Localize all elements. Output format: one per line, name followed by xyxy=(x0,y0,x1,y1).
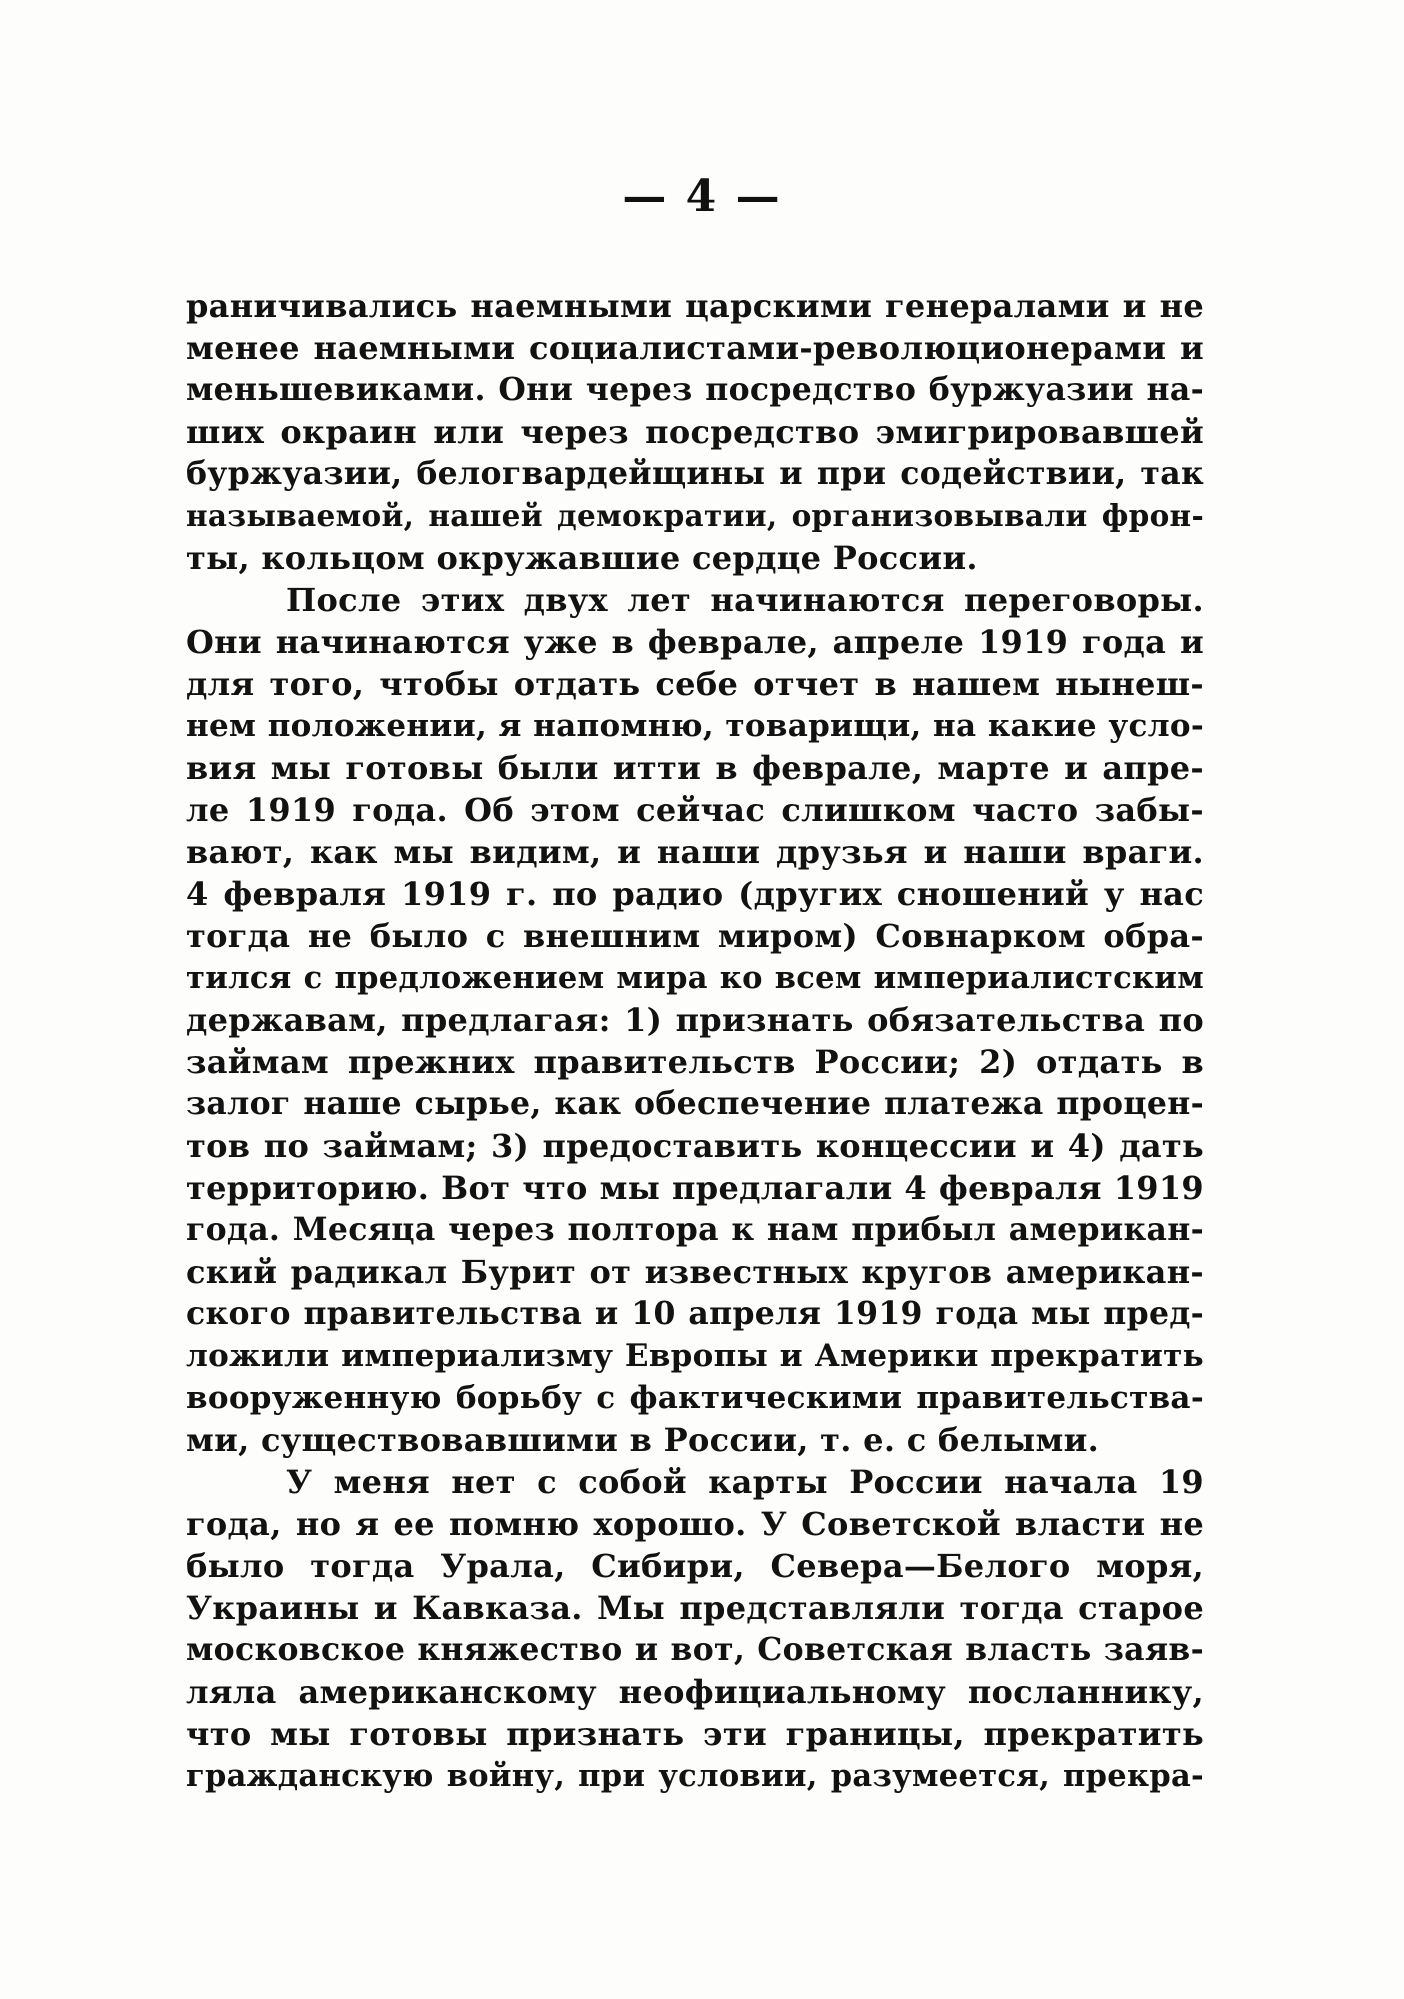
text-line: У меня нет с собой карты России начала 19 xyxy=(286,1463,1204,1501)
text-line: ми, существовавшими в России, т. е. с белыми. xyxy=(186,1421,1100,1459)
text-line: раничивались наемными царскими генералами и не xyxy=(186,287,1204,325)
text-line: ляла американскому неофициальному посланнику, xyxy=(186,1673,1204,1711)
text-line: года, но я ее помню хорошо. У Советской власти не xyxy=(186,1505,1204,1543)
text-line: для того, чтобы отдать себе отчет в нашем нынеш- xyxy=(186,665,1204,703)
text-line: года. Месяца через полтора к нам прибыл американ- xyxy=(186,1211,1204,1248)
text-line: ского правительства и 10 апреля 1919 года мы пред- xyxy=(186,1295,1204,1332)
text-line: называемой, нашей демократии, организовывали фрон- xyxy=(186,498,1204,533)
text-line: займам прежних правительств России; 2) отдать в xyxy=(186,1043,1204,1081)
text-line: было тогда Урала, Сибири, Севера—Белого моря, xyxy=(186,1547,1204,1585)
text-line: Они начинаются уже в феврале, апреле 1919 года и xyxy=(186,623,1204,661)
text-line: ле 1919 года. Об этом сейчас слишком часто забы- xyxy=(186,791,1204,829)
text-line: вают, как мы видим, и наши друзья и наши враги. xyxy=(186,833,1204,871)
page-body-text xyxy=(186,285,1204,1797)
text-line: тился с предложением мира ко всем империалистским xyxy=(186,960,1204,996)
text-line: менее наемными социалистами-революционерами и xyxy=(186,329,1204,367)
text-line: что мы готовы признать эти границы, прекратить xyxy=(186,1715,1204,1753)
text-line: 4 февраля 1919 г. по радио (других сношений у нас xyxy=(186,875,1204,913)
text-line: залог наше сырье, как обеспечение платежа процен- xyxy=(186,1085,1204,1122)
text-line: После этих двух лет начинаются переговоры. xyxy=(286,581,1204,619)
text-line: буржуазии, белогвардейщины и при содействии, так xyxy=(186,455,1204,492)
text-line: гражданскую войну, при условии, разумеется, прекра- xyxy=(186,1758,1204,1794)
text-line: Украины и Кавказа. Мы представляли тогда старое xyxy=(186,1589,1204,1627)
text-line: ский радикал Бурит от известных кругов американ- xyxy=(186,1253,1204,1291)
text-line: ших окраин или через посредство эмигрировавшей xyxy=(186,413,1204,451)
text-line: нем положении, я напомню, товарищи, на какие усло- xyxy=(186,708,1204,744)
text-line: ты, кольцом окружавшие сердце России. xyxy=(186,539,978,577)
text-line: территорию. Вот что мы предлагали 4 февраля 1919 xyxy=(186,1169,1204,1207)
text-line: московское княжество и вот, Советская власть заяв- xyxy=(186,1631,1204,1668)
text-line: тогда не было с внешним миром) Совнарком обра- xyxy=(186,917,1204,955)
page-number: — 4 — xyxy=(622,171,782,222)
text-line: ложили империализму Европы и Америки прекратить xyxy=(186,1338,1204,1374)
text-line: вия мы готовы были итти в феврале, марте и апре- xyxy=(186,749,1204,787)
text-line: меньшевиками. Они через посредство буржуазии на- xyxy=(186,371,1204,408)
text-line: державам, предлагая: 1) признать обязательства по xyxy=(186,1001,1204,1039)
text-line: тов по займам; 3) предоставить концессии и 4) дать xyxy=(186,1127,1204,1165)
text-line: вооруженную борьбу с фактическими правительства- xyxy=(186,1380,1204,1416)
